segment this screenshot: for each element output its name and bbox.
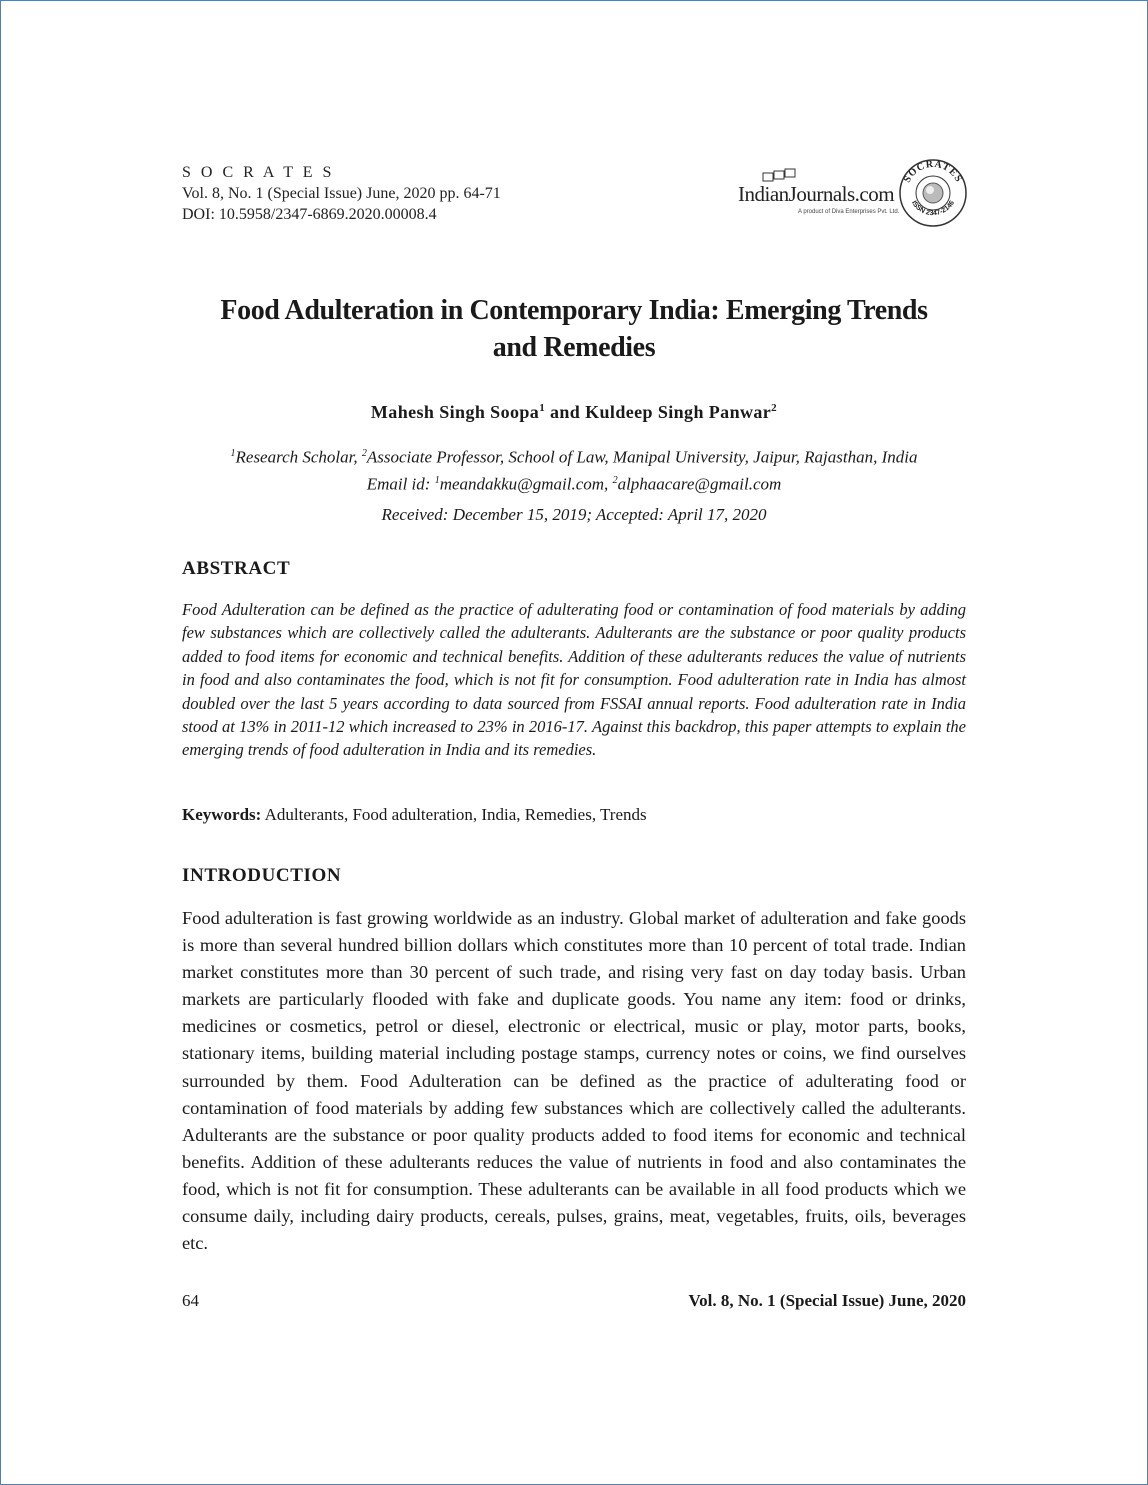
- introduction-text: Food adulteration is fast growing worldwide as an industry. Global market of adulteration and fake goods is more than several hundred billion dollars which constitutes more than 10 percent of total trade. Indian market constitutes more than 30 percent of such trade, and rising very fast on day today basis. Urban markets are particularly flooded with fake and duplicate goods. You name any item: food or drinks, medicines or cosmetics, petrol or diesel, electronic or electrical, music or play, motor parts, books, stationary items, building material including postage stamps, currency notes or coins, we find ourselves surrounded by them. Food Adulteration can be defined as the practice of adulterating food or contamination of food materials by adding few substances which are collectively called the adulterants. Adulterants are the substance or poor quality products added to food items for economic and technical benefits. Addition of these adulterants reduces the value of nutrients in food and also contaminates the food, which is not fit for consumption. These adulterants can be available in all food products which we consume daily, including dairy products, cereals, pulses, grains, meat, vegetables, fruits, oils, beverages etc.: [182, 908, 966, 1254]
- page-number: 64: [182, 1291, 199, 1310]
- author-2: Kuldeep Singh Panwar: [585, 402, 772, 422]
- abstract-text: Food Adulteration can be defined as the practice of adulterating food or contamination of food materials by adding few substances which are collectively called the adulterants. Adulterants are the substance or poor quality products added to food items for economic and technical benefits. Addition of these adulterants reduces the value of nutrients in food and also contaminates the food, which is not fit for consumption. Food adulteration rate in India has almost doubled over the last 5 years according to data sourced from FSSAI annual reports. Food adulteration rate in India stood at 13% in 2011-12 which increased to 23% in 2016-17. Against this backdrop, this paper attempts to explain the emerging trends of food adulteration in India and its remedies.: [182, 600, 966, 760]
- footer-volume: Vol. 8, No. 1 (Special Issue) June, 2020: [688, 1291, 966, 1310]
- title-line-1: Food Adulteration in Contemporary India: Emerging Trends: [220, 295, 928, 326]
- email-1: meandakku@gmail.com,: [439, 474, 613, 494]
- socrates-seal-icon: [898, 158, 968, 228]
- paper-title: [182, 292, 966, 366]
- author-2-sup: 2: [771, 402, 778, 414]
- author-conjunction: and: [545, 402, 586, 422]
- affil-role-1: Research Scholar,: [235, 447, 362, 467]
- received-dates: Received: December 15, 2019; Accepted: April 17, 2020: [381, 505, 767, 524]
- email-sup-2: 2: [612, 474, 618, 486]
- affil-sup-2: 2: [361, 448, 367, 459]
- affiliations: [182, 442, 966, 495]
- volume-line: Vol. 8, No. 1 (Special Issue) June, 2020 pp. 64-71: [182, 185, 501, 202]
- email-2: alphaacare@gmail.com: [617, 474, 782, 494]
- seal-top-text: SOCRATES: [901, 158, 965, 185]
- abstract-heading: ABSTRACT: [182, 558, 291, 579]
- journal-name: S O C R A T E S: [182, 164, 335, 181]
- keywords-text: Adulterants, Food adulteration, India, Remedies, Trends: [261, 805, 647, 824]
- affil-role-2: Associate Professor, School of Law, Manipal University, Jaipur, Rajasthan, India: [366, 447, 918, 467]
- email-prefix: Email id:: [366, 474, 435, 494]
- publisher-logo: [738, 158, 968, 230]
- author-list: [182, 402, 966, 423]
- affil-sup-1: 1: [230, 448, 236, 459]
- logo-subtext: A product of Diva Enterprises Pvt. Ltd.: [798, 209, 900, 215]
- keywords-label: Keywords:: [182, 805, 262, 824]
- doi-line: DOI: 10.5958/2347-6869.2020.00008.4: [182, 206, 437, 223]
- author-1: Mahesh Singh Soopa: [370, 402, 540, 422]
- journal-header: [182, 162, 501, 225]
- introduction-heading: INTRODUCTION: [182, 865, 342, 886]
- seal-bottom-text: ISSN 2347-2146: [909, 199, 957, 218]
- keywords: [182, 805, 966, 825]
- email-line: [182, 469, 966, 496]
- affiliation-line: [182, 442, 966, 469]
- author-1-sup: 1: [539, 402, 546, 414]
- logo-text: IndianJournals.com: [738, 182, 895, 206]
- title-line-2: and Remedies: [492, 332, 656, 363]
- email-sup-1: 1: [434, 474, 440, 486]
